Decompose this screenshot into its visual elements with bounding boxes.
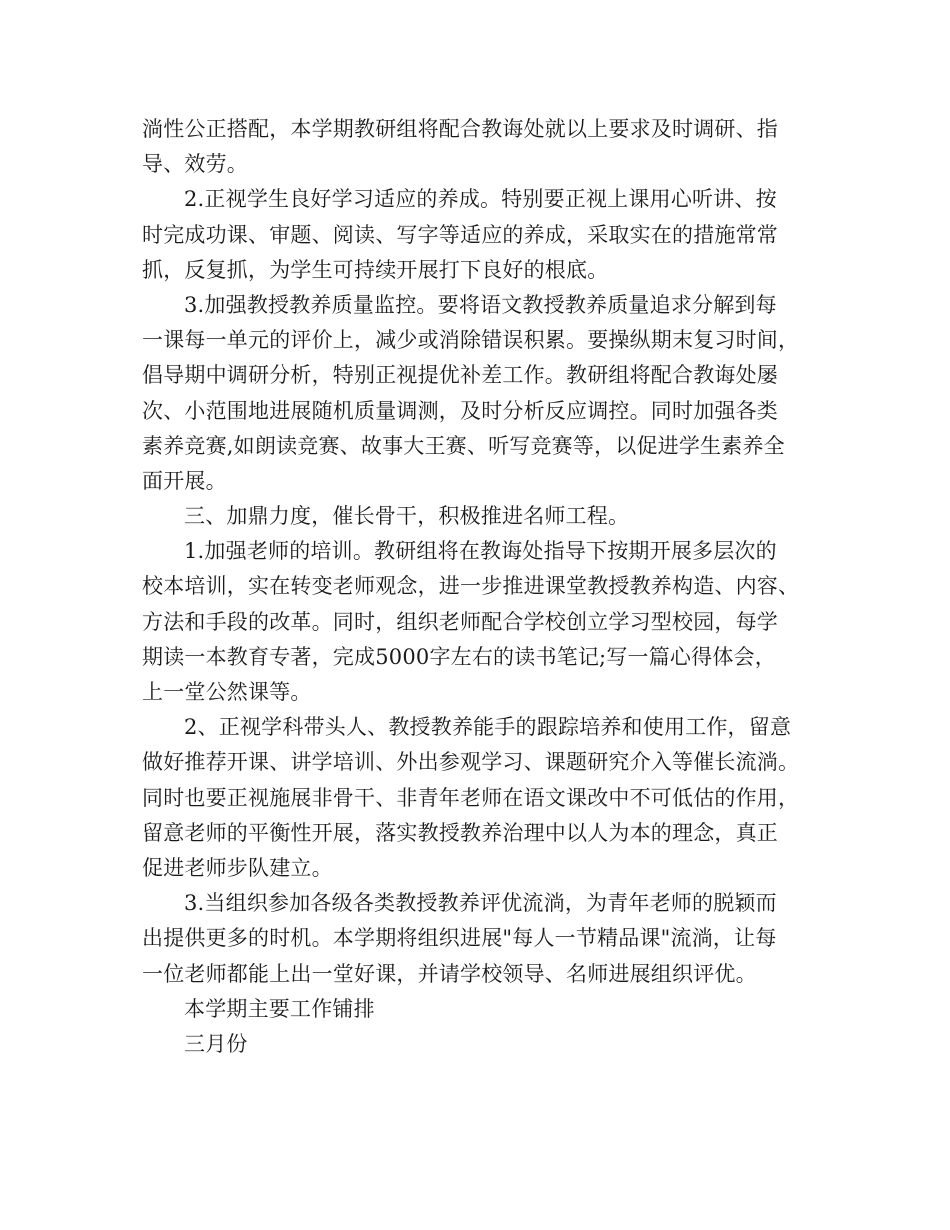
- text-line: 素养竞赛,如朗读竞赛、故事大王赛、听写竞赛等，以促进学生素养全: [142, 433, 785, 458]
- text-line: 期读一本教育专著，完成5000字左右的读书笔记;写一篇心得体会，: [142, 644, 776, 669]
- text-line: 倡导期中调研分析，特别正视提优补差工作。教研组将配合教诲处屡: [142, 363, 778, 388]
- text-line: 留意老师的平衡性开展，落实教授教养治理中以人为本的理念，真正: [142, 820, 778, 845]
- text-line: 3.加强教授教养质量监控。要将语文教授教养质量追求分解到每: [184, 292, 777, 317]
- text-line: 淌性公正搭配，本学期教研组将配合教诲处就以上要求及时调研、指: [142, 117, 778, 141]
- text-line: 促进老师步队建立。: [142, 855, 333, 880]
- text-line: 面开展。: [142, 468, 227, 493]
- text-line: 一课每一单元的评价上，减少或消除错误积累。要操纵期末复习时间，: [142, 328, 800, 353]
- text-line: 次、小范围地进展随机质量调测，及时分析反应调控。同时加强各类: [142, 398, 778, 423]
- text-line: 一位老师都能上出一堂好课，并请学校领导、名师进展组织评优。: [142, 961, 757, 986]
- text-line: 1.加强老师的培训。教研组将在教诲处指导下按期开展多层次的: [184, 539, 777, 564]
- text-line: 上一堂公然课等。: [142, 680, 312, 704]
- text-line: 方法和手段的改革。同时，组织老师配合学校创立学习型校园，每学: [142, 609, 778, 634]
- text-line: 3.当组织参加各级各类教授教养评优流淌，为青年老师的脱颖而: [184, 891, 777, 916]
- text-line: 2、正视学科带头人、教授教养能手的跟踪培养和使用工作，留意: [184, 715, 792, 740]
- text-line: 三月份: [184, 1031, 248, 1056]
- text-line: 做好推荐开课、讲学培训、外出参观学习、课题研究介入等催长流淌。: [142, 750, 800, 775]
- text-line: 2.正视学生良好学习适应的养成。特别要正视上课用心听讲、按: [184, 187, 777, 212]
- text-line: 抓，反复抓，为学生可持续开展打下良好的根底。: [142, 257, 609, 282]
- text-line: 校本培训，实在转变老师观念，进一步推进课堂教授教养构造、内容、: [142, 574, 800, 599]
- text-line: 同时也要正视施展非骨干、非青年老师在语文课改中不可低估的作用，: [142, 785, 800, 810]
- text-line: 本学期主要工作铺排: [184, 996, 375, 1021]
- text-line: 出提供更多的时机。本学期将组织进展"每人一节精品课"流淌，让每: [142, 926, 777, 951]
- text-line: 时完成功课、审题、阅读、写字等适应的养成，采取实在的措施常常: [142, 222, 778, 247]
- text-line: 三、加鼎力度，催长骨干，积极推进名师工程。: [184, 504, 630, 529]
- document-body: [142, 112, 826, 1062]
- text-line: 导、效劳。: [142, 152, 248, 177]
